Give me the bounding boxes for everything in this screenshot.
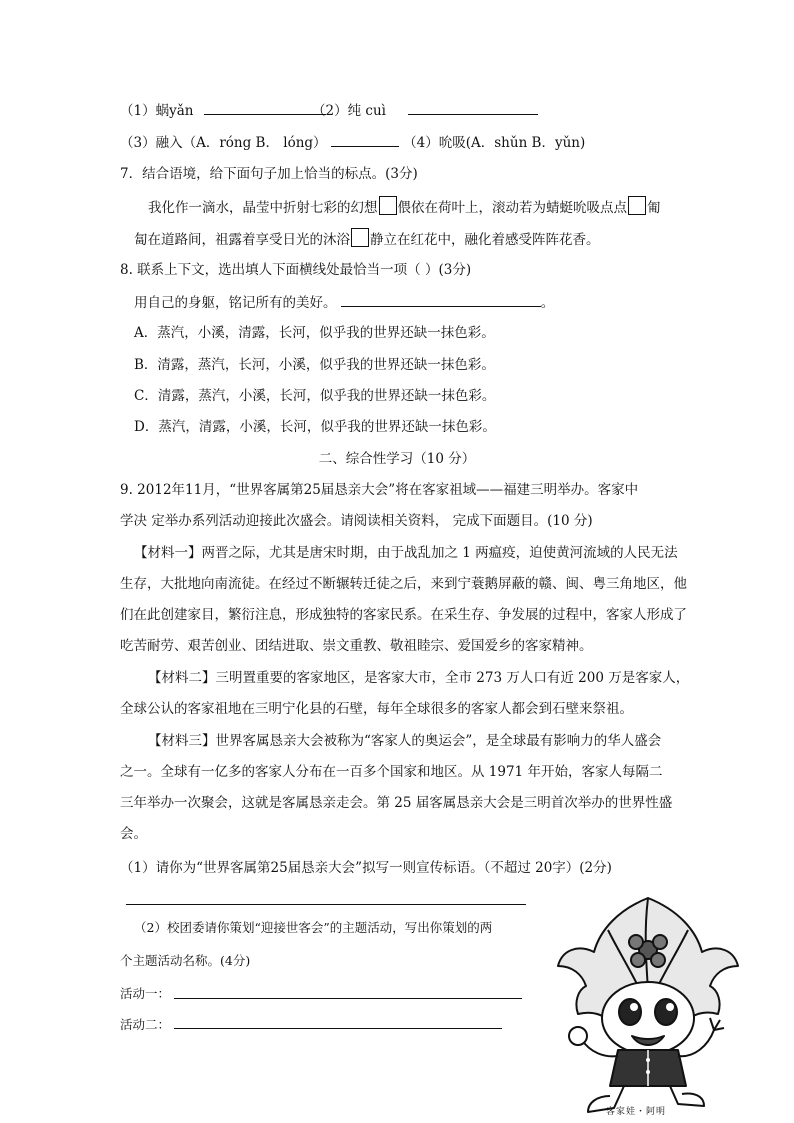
material-1-line-3: 们在此创建家目，繁衍注息，形成独特的客家民系。在采生存、争发展的过程中，客家人形成了 — [120, 607, 687, 623]
q8-option-c: C．清露，蒸汽，小溪，长河，似乎我的世界还缺一抹色彩。 — [134, 388, 496, 404]
sub-question-2-line-1: （2）校团委请你策划“迎接世客会”的主题活动，写出你策划的两 — [134, 920, 493, 935]
q6-blank-3[interactable] — [331, 132, 399, 147]
q6-item-2: （2）纯 cuì — [312, 100, 538, 121]
q9-line-1: 9. 2012年11月，“世界客属第25届恳亲大会”将在客家祖域——福建三明举办。客家中 — [120, 482, 639, 498]
material-1-line-4: 吃苦耐劳、艰苦创业、团结进取、崇文重教、敬祖睦宗、爱国爱乡的客家精神。 — [120, 638, 593, 654]
material-2-line-1: 【材料二】三明置重要的客家地区，是客家大市，全市 273 万人口有近 200 万是客家人， — [148, 670, 690, 686]
q7-stem: 7．结合语境，给下面句子加上恰当的标点。(3分) — [120, 166, 418, 182]
material-3-line-1: 【材料三】世界客属恳亲大会被称为“客家人的奥运会”，是全球最有影响力的华人盛会 — [148, 733, 662, 749]
q8-option-b: B．清露，蒸汽，长河，小溪，似乎我的世界还缺一抹色彩。 — [134, 357, 495, 373]
material-2-line-2: 全球公认的客家祖地在三明宁化县的石壁，每年全球很多的客家人都会到石壁来祭祖。 — [120, 701, 633, 717]
mascot-caption: 客家娃・阿明 — [606, 1107, 667, 1117]
material-1-line-1: 【材料一】两晋之际，尤其是唐宋时期，由于战乱加之 1 两瘟疫，迫使黄河流域的人民无法 — [134, 545, 678, 561]
q8-option-d: D．蒸汽，清露，小溪，长河，似乎我的世界还缺一抹色彩。 — [134, 419, 496, 435]
q8-option-a: A．蒸汽，小溪，清露，长河，似乎我的世界还缺一抹色彩。 — [134, 325, 495, 341]
sub-question-1: （1）请你为“世界客属第25届恳亲大会”拟写一则宣传标语。（不超过 20字）(2分) — [120, 860, 612, 876]
q6-blank-2[interactable] — [408, 100, 538, 115]
material-3-line-2: 之一。全球有一亿多的客家人分布在一百多个国家和地区。从 1971 年开始，客家人每隔二 — [120, 764, 663, 780]
punctuation-box-1[interactable] — [379, 196, 397, 215]
section-2-title: 二、综合性学习（10 分） — [318, 451, 476, 467]
activity-2-label: 活动二： — [120, 1017, 171, 1032]
q7-passage-line-2: 匐在道路间，祖露着享受日光的沐浴 静立在红花中，融化着感受阵阵花香。 — [134, 228, 600, 250]
punctuation-box-3[interactable] — [351, 228, 369, 247]
mascot-illustration — [548, 890, 748, 1122]
activity-2-answer-line[interactable] — [174, 1028, 502, 1029]
q6-item-3: （3）融入（A．róng B． lóng） （4）吮吸(A．shǔn B．yǔn) — [120, 132, 585, 153]
punctuation-box-2[interactable] — [628, 196, 646, 215]
q8-blank[interactable] — [341, 292, 541, 307]
material-1-line-2: 生存，大批地向南流徒。在经过不断辗转迁徒之后，来到宁蓑鹅屏蔽的赣、闽、粤三角地区，他 — [120, 576, 687, 592]
q8-sentence: 用自己的身躯，铭记所有的美好。 。 — [134, 292, 554, 313]
q6-item-1: （1）蜗yǎn — [120, 100, 326, 121]
q8-stem: 8. 联系上下文，选出填人下面横线处最恰当一项（ ）(3分) — [120, 262, 472, 278]
q9-line-2: 学决 定举办系列活动迎接此次盛会。请阅读相关资料， 完成下面题目。(10 分) — [120, 513, 593, 529]
q7-passage-line-1: 我化作一滴水，晶莹中折射七彩的幻想 偎依在荷叶上，滚动若为蜻蜓吮吸点点 匍 — [148, 196, 661, 218]
material-3-line-4: 会。 — [120, 826, 147, 842]
slogan-answer-line[interactable] — [126, 904, 526, 905]
activity-1-answer-line[interactable] — [174, 998, 522, 999]
activity-1-label: 活动一： — [120, 986, 171, 1001]
sub-question-2-line-2: 个主题活动名称。(4分) — [120, 953, 251, 968]
material-3-line-3: 三年举办一次聚会，这就是客属恳亲走会。第 25 届客属恳亲大会是三明首次举办的世界性盛 — [120, 795, 673, 811]
q6-blank-1[interactable] — [204, 100, 326, 115]
